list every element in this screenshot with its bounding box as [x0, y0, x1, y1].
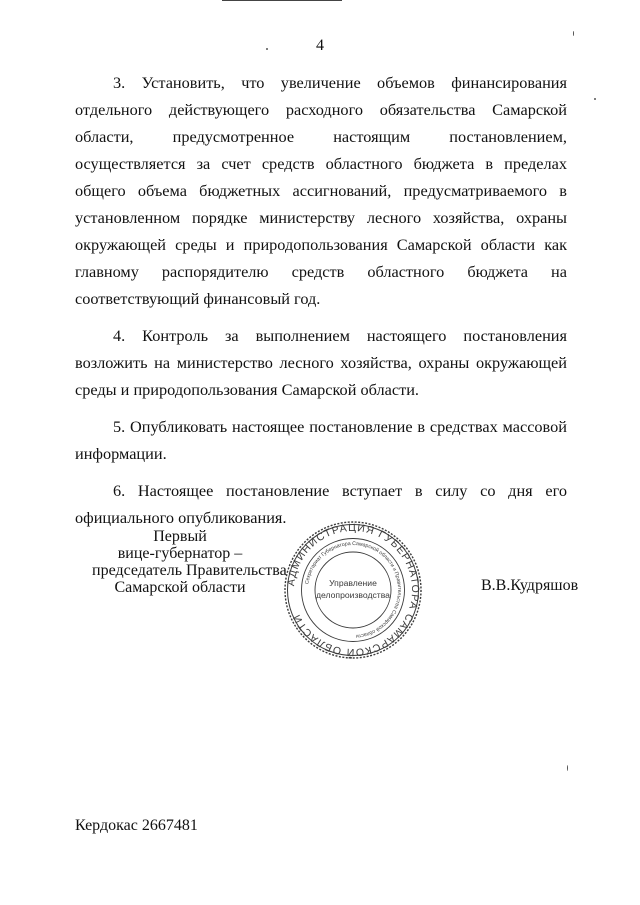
signatory-title	[92, 528, 287, 596]
official-seal	[283, 520, 423, 660]
signatory-name: В.В.Кудряшов	[481, 577, 579, 594]
signatory-title-line: Первый	[153, 528, 207, 545]
seal-center-line: делопроизводства	[316, 590, 390, 600]
seal-center-line: Управление	[329, 578, 377, 588]
scan-speck	[573, 31, 574, 36]
page-number: 4	[316, 37, 324, 54]
signatory-title-line: Самарской области	[114, 579, 246, 596]
document-code: Кердокас 2667481	[75, 817, 198, 834]
paragraph: 5. Опубликовать настоящее постановление в средствах массовой информации.	[75, 417, 567, 463]
signatory-title-line: вице-губернатор –	[117, 545, 243, 562]
scan-speck	[567, 765, 568, 771]
seal-outer-text: АДМИНИСТРАЦИЯ ГУБЕРНАТОРА САМАРСКОЙ ОБЛАСТИ	[285, 521, 422, 659]
paragraph: 6. Настоящее постановление вступает в силу со дня его официального опубликования.	[75, 481, 567, 527]
paragraph: 4. Контроль за выполнением настоящего постановления возложить на министерство лесного хозяйства, охраны окружающей среды и природопользования Самарской области.	[75, 326, 567, 399]
scan-speck	[266, 48, 268, 50]
top-edge-rule	[222, 0, 342, 1]
paragraph: 3. Установить, что увеличение объемов финансирования отдельного действующего расходного обязательства Самарской области, предусмотренное настоящим постановлением, осуществляется за счет средств областного бюджета в пределах общего объема бюджетных ассигнований, предусматриваемого в установленном порядке министерству лесного хозяйства, охраны окружающей среды и природопользования Самарской области как главному распорядителю средств областного бюджета на соответствующий финансовый год.	[75, 73, 567, 308]
seal-inner-text: Секретариат Губернатора Самарской области и Правительства Самарской области	[304, 540, 403, 639]
signatory-title-line: председатель Правительства	[92, 562, 287, 579]
seal-graphic	[283, 520, 423, 660]
document-body	[75, 69, 567, 541]
scan-speck	[594, 98, 596, 100]
